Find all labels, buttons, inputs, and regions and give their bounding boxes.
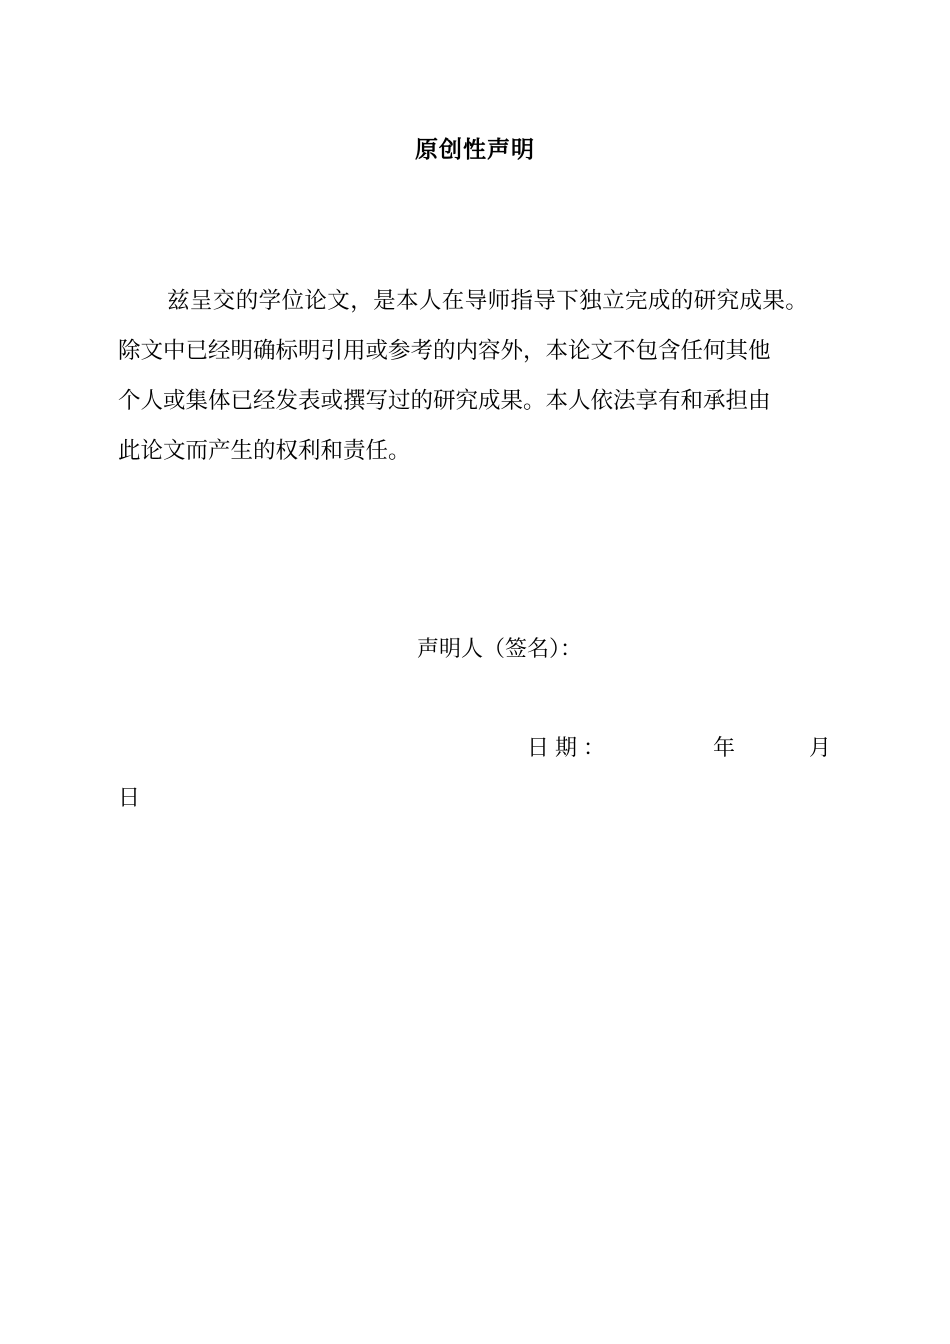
body-line-3: 个人或集体已经发表或撰写过的研究成果。本人依法享有和承担由 [118, 388, 771, 414]
body-line-1: 兹呈交的学位论文，是本人在导师指导下独立完成的研究成果。 [167, 288, 809, 314]
day-label: 日 [118, 786, 141, 811]
body-line-4: 此论文而产生的权利和责任。 [118, 438, 411, 464]
month-label: 月 [809, 736, 832, 761]
signature-label: 声明人（签名）： [417, 637, 583, 662]
document-title: 原创性声明 [415, 137, 535, 163]
body-line-2: 除文中已经明确标明引用或参考的内容外，本论文不包含任何其他 [118, 338, 771, 364]
date-label: 日期： [527, 736, 612, 761]
year-label: 年 [713, 736, 736, 761]
